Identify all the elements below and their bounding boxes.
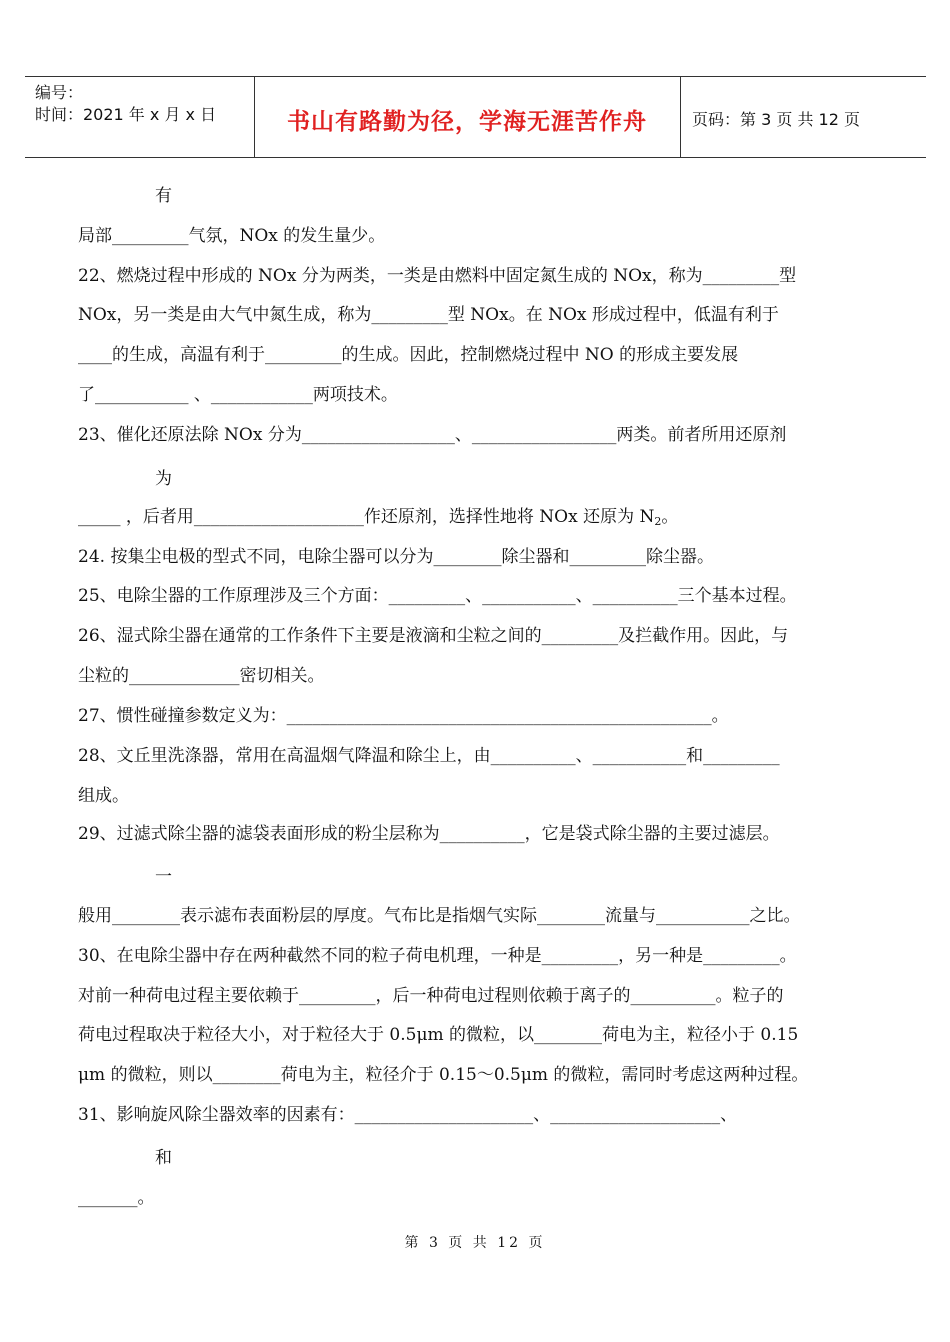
text-line: 22、燃烧过程中形成的 NOx 分为两类，一类是由燃料中固定氮生成的 NOx，称为_________型 [78,266,797,286]
text-line: 尘粒的_____________密切相关。 [78,666,325,686]
text-line: ____的生成，高温有利于_________的生成。因此，控制燃烧过程中 NO 的形成主要发展 [78,345,739,365]
text-line: 27、惯性碰撞参数定义为：__________________________________________________。 [78,706,729,726]
header-motto: 书山有路勤为径，学海无涯苦作舟 [287,109,647,135]
document-code-label: 编号： [35,83,84,102]
text-line: 29、过滤式除尘器的滤袋表面形成的粉尘层称为__________，它是袋式除尘器的主要过滤层。 [78,824,780,844]
text-line: 般用________表示滤布表面粉层的厚度。气布比是指烟气实际________流量与___________之比。 [78,906,801,926]
text-line: 一 [155,867,172,887]
header-page-number: 页码：第 3 页 共 12 页 [692,110,860,129]
text-line: _____ ，后者用____________________作还原剂，选择性地将 NOx 还原为 $N_2$。 [78,507,679,528]
text-line: 23、催化还原法除 NOx 分为__________________、_________________两类。前者所用还原剂 [78,425,787,445]
text-line: 荷电过程取决于粒径大小，对于粒径大于 0.5μm 的微粒，以________荷电为主，粒径小于 0.15 [78,1025,799,1045]
header-page-cell [681,77,926,157]
text-line: _______。 [78,1188,155,1208]
page-header [25,76,926,158]
text-line: 有 [155,186,172,206]
text-line: NOx，另一类是由大气中氮生成，称为_________型 NOx。在 NOx 形成过程中，低温有利于 [78,305,779,325]
page-footer: 第 3 页 共 12 页 [404,1235,546,1251]
header-motto-cell [254,77,681,157]
text-line: 对前一种荷电过程主要依赖于_________，后一种荷电过程则依赖于离子的__________。粒子的 [78,986,784,1006]
text-line: μm 的微粒，则以________荷电为主，粒径介于 0.15～0.5μm 的微粒，需同时考虑这两种过程。 [78,1065,809,1085]
text-line: 和 [155,1148,172,1168]
text-line: 24. 按集尘电极的型式不同，电除尘器可以分为________除尘器和_________除尘器。 [78,547,714,567]
text-line: 31、影响旋风除尘器效率的因素有：_____________________、____________________、 [78,1105,738,1125]
header-meta-cell [25,77,255,157]
text-line: 为 [155,469,172,489]
subscript-tail: 。 [661,507,679,527]
text-line: 局部_________气氛，NOx 的发生量少。 [78,226,386,246]
text-line: 25、电除尘器的工作原理涉及三个方面：_________、___________、__________三个基本过程。 [78,586,797,606]
document-time-label: 时间：2021 年 x 月 x 日 [35,105,217,124]
text-line: 组成。 [78,786,129,806]
subscript-text: 2 [654,515,662,528]
text-line: 了___________ 、____________两项技术。 [78,385,398,405]
text-line: 26、湿式除尘器在通常的工作条件下主要是液滴和尘粒之间的_________及拦截作用。因此，与 [78,626,789,646]
text-line: 30、在电除尘器中存在两种截然不同的粒子荷电机理，一种是_________，另一种是_________。 [78,946,797,966]
text-line: 28、文丘里洗涤器，常用在高温烟气降温和除尘上，由__________、___________和_________ [78,746,780,766]
